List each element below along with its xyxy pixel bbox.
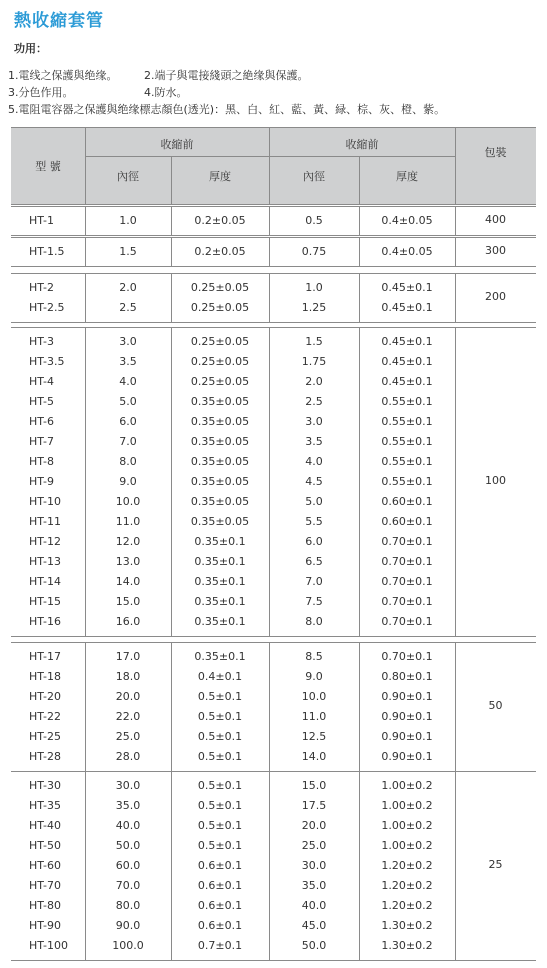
table-row — [11, 747, 536, 767]
cell-model: HT-3 — [29, 335, 54, 348]
uses-line-3: 5.電阻電容器之保護與绝缘標志顏色(透光)：黑、白、紅、藍、黃、緑、棕、灰、橙、紫。 — [8, 103, 446, 116]
page-title: 熱收縮套管 — [14, 11, 104, 31]
cell-thickness-after: 0.90±0.1 — [381, 710, 433, 723]
table-row — [11, 412, 536, 432]
table-group — [11, 771, 536, 961]
table-row — [11, 836, 536, 856]
cell-inner-diameter-before: 11.0 — [115, 515, 141, 528]
uses-line-2 — [8, 84, 188, 100]
cell-inner-diameter-after: 1.75 — [301, 355, 327, 368]
cell-thickness-before: 0.35±0.1 — [194, 615, 246, 628]
cell-thickness-after: 0.45±0.1 — [381, 335, 433, 348]
cell-model: HT-50 — [29, 839, 61, 852]
cell-thickness-before: 0.5±0.1 — [197, 839, 243, 852]
cell-thickness-after: 0.70±0.1 — [381, 535, 433, 548]
cell-pack: 200 — [485, 290, 506, 303]
cell-inner-diameter-after: 2.5 — [305, 395, 323, 408]
cell-thickness-after: 0.45±0.1 — [381, 281, 433, 294]
cell-inner-diameter-after: 10.0 — [301, 690, 327, 703]
table-row — [11, 816, 536, 836]
cell-thickness-before: 0.25±0.05 — [190, 281, 250, 294]
cell-thickness-after: 1.20±0.2 — [381, 859, 433, 872]
cell-inner-diameter-after: 5.0 — [305, 495, 323, 508]
cell-thickness-before: 0.35±0.1 — [194, 650, 246, 663]
cell-thickness-after: 0.80±0.1 — [381, 670, 433, 683]
cell-thickness-before: 0.35±0.1 — [194, 535, 246, 548]
table-row — [11, 352, 536, 372]
table-row — [11, 332, 536, 352]
cell-model: HT-3.5 — [29, 355, 65, 368]
table-row — [11, 372, 536, 392]
cell-inner-diameter-after: 45.0 — [301, 919, 327, 932]
use-item-3: 3.分色作用。 — [8, 86, 74, 99]
uses-line-1 — [8, 67, 309, 83]
cell-inner-diameter-before: 18.0 — [115, 670, 141, 683]
cell-thickness-after: 0.70±0.1 — [381, 650, 433, 663]
cell-thickness-before: 0.35±0.1 — [194, 555, 246, 568]
cell-inner-diameter-before: 1.5 — [119, 245, 137, 258]
table-header — [11, 127, 536, 205]
cell-thickness-before: 0.5±0.1 — [197, 779, 243, 792]
cell-model: HT-2.5 — [29, 301, 65, 314]
table-row — [11, 592, 536, 612]
table-row — [11, 432, 536, 452]
table-row — [11, 727, 536, 747]
cell-inner-diameter-after: 40.0 — [301, 899, 327, 912]
cell-inner-diameter-before: 9.0 — [119, 475, 137, 488]
table-row — [11, 896, 536, 916]
cell-thickness-before: 0.6±0.1 — [197, 919, 243, 932]
cell-pack: 400 — [485, 213, 506, 226]
cell-inner-diameter-after: 2.0 — [305, 375, 323, 388]
cell-inner-diameter-before: 8.0 — [119, 455, 137, 468]
cell-thickness-before: 0.5±0.1 — [197, 819, 243, 832]
cell-thickness-before: 0.6±0.1 — [197, 879, 243, 892]
header-pack: 包裝 — [484, 146, 507, 159]
cell-inner-diameter-before: 20.0 — [115, 690, 141, 703]
cell-inner-diameter-after: 4.0 — [305, 455, 323, 468]
cell-inner-diameter-after: 15.0 — [301, 779, 327, 792]
header-inner-diameter-1: 內徑 — [117, 170, 139, 183]
cell-inner-diameter-after: 7.0 — [305, 575, 323, 588]
table-row — [11, 512, 536, 532]
header-inner-diameter-2: 內徑 — [303, 170, 325, 183]
cell-inner-diameter-before: 40.0 — [115, 819, 141, 832]
cell-thickness-before: 0.5±0.1 — [197, 799, 243, 812]
cell-model: HT-9 — [29, 475, 54, 488]
cell-pack: 300 — [485, 244, 506, 257]
cell-inner-diameter-after: 0.5 — [305, 214, 323, 227]
cell-inner-diameter-before: 10.0 — [115, 495, 141, 508]
cell-thickness-after: 0.70±0.1 — [381, 575, 433, 588]
table-row — [11, 452, 536, 472]
cell-inner-diameter-after: 9.0 — [305, 670, 323, 683]
table-group — [11, 327, 536, 637]
table-row — [11, 936, 536, 956]
cell-model: HT-70 — [29, 879, 61, 892]
cell-thickness-after: 0.70±0.1 — [381, 555, 433, 568]
use-item-4: 4.防水。 — [144, 86, 188, 99]
cell-thickness-after: 0.55±0.1 — [381, 395, 433, 408]
cell-thickness-after: 0.90±0.1 — [381, 730, 433, 743]
table-row — [11, 532, 536, 552]
table-row — [11, 552, 536, 572]
cell-thickness-before: 0.35±0.05 — [190, 515, 250, 528]
cell-inner-diameter-after: 35.0 — [301, 879, 327, 892]
cell-pack: 50 — [488, 699, 503, 712]
cell-model: HT-5 — [29, 395, 54, 408]
cell-model: HT-15 — [29, 595, 61, 608]
cell-inner-diameter-before: 7.0 — [119, 435, 137, 448]
use-item-2: 2.端子與電接綫頭之絶缘與保護。 — [144, 69, 309, 82]
cell-inner-diameter-before: 100.0 — [112, 939, 144, 952]
cell-inner-diameter-before: 28.0 — [115, 750, 141, 763]
table-row — [11, 492, 536, 512]
cell-thickness-before: 0.35±0.05 — [190, 455, 250, 468]
cell-thickness-after: 0.55±0.1 — [381, 455, 433, 468]
cell-thickness-before: 0.6±0.1 — [197, 899, 243, 912]
cell-inner-diameter-before: 4.0 — [119, 375, 137, 388]
table-row — [11, 876, 536, 896]
cell-inner-diameter-after: 3.5 — [305, 435, 323, 448]
cell-inner-diameter-before: 3.0 — [119, 335, 137, 348]
uses-heading: 功用： — [14, 42, 47, 55]
cell-inner-diameter-after: 12.5 — [301, 730, 327, 743]
cell-thickness-after: 0.55±0.1 — [381, 475, 433, 488]
cell-inner-diameter-before: 5.0 — [119, 395, 137, 408]
cell-model: HT-28 — [29, 750, 61, 763]
cell-thickness-before: 0.35±0.1 — [194, 575, 246, 588]
cell-model: HT-11 — [29, 515, 61, 528]
table-row — [11, 647, 536, 667]
cell-inner-diameter-before: 30.0 — [115, 779, 141, 792]
cell-thickness-before: 0.35±0.05 — [190, 475, 250, 488]
cell-inner-diameter-before: 3.5 — [119, 355, 137, 368]
cell-model: HT-100 — [29, 939, 68, 952]
table-group — [11, 237, 536, 267]
cell-pack: 25 — [488, 858, 503, 871]
cell-model: HT-25 — [29, 730, 61, 743]
cell-thickness-after: 0.45±0.1 — [381, 375, 433, 388]
cell-thickness-after: 0.60±0.1 — [381, 495, 433, 508]
cell-model: HT-16 — [29, 615, 61, 628]
cell-thickness-before: 0.5±0.1 — [197, 730, 243, 743]
cell-inner-diameter-after: 14.0 — [301, 750, 327, 763]
cell-model: HT-13 — [29, 555, 61, 568]
cell-model: HT-14 — [29, 575, 61, 588]
cell-inner-diameter-after: 1.5 — [305, 335, 323, 348]
cell-model: HT-22 — [29, 710, 61, 723]
cell-model: HT-1.5 — [29, 245, 65, 258]
cell-model: HT-10 — [29, 495, 61, 508]
cell-inner-diameter-after: 17.5 — [301, 799, 327, 812]
cell-inner-diameter-before: 14.0 — [115, 575, 141, 588]
table-row — [11, 667, 536, 687]
table-row — [11, 916, 536, 936]
cell-inner-diameter-before: 6.0 — [119, 415, 137, 428]
cell-thickness-after: 1.30±0.2 — [381, 919, 433, 932]
cell-model: HT-40 — [29, 819, 61, 832]
cell-inner-diameter-after: 8.0 — [305, 615, 323, 628]
cell-inner-diameter-before: 2.0 — [119, 281, 137, 294]
cell-inner-diameter-after: 3.0 — [305, 415, 323, 428]
cell-inner-diameter-before: 25.0 — [115, 730, 141, 743]
cell-thickness-after: 0.90±0.1 — [381, 690, 433, 703]
cell-inner-diameter-before: 15.0 — [115, 595, 141, 608]
cell-inner-diameter-before: 60.0 — [115, 859, 141, 872]
cell-inner-diameter-after: 0.75 — [301, 245, 327, 258]
cell-inner-diameter-after: 30.0 — [301, 859, 327, 872]
cell-model: HT-35 — [29, 799, 61, 812]
header-thickness-1: 厚度 — [209, 170, 231, 183]
cell-thickness-after: 0.4±0.05 — [381, 214, 433, 227]
cell-inner-diameter-after: 11.0 — [301, 710, 327, 723]
cell-model: HT-17 — [29, 650, 61, 663]
cell-thickness-before: 0.5±0.1 — [197, 690, 243, 703]
cell-thickness-after: 0.55±0.1 — [381, 435, 433, 448]
cell-model: HT-6 — [29, 415, 54, 428]
cell-thickness-after: 1.20±0.2 — [381, 879, 433, 892]
cell-thickness-after: 0.60±0.1 — [381, 515, 433, 528]
cell-inner-diameter-before: 13.0 — [115, 555, 141, 568]
spec-table-header — [11, 127, 536, 205]
cell-thickness-before: 0.25±0.05 — [190, 335, 250, 348]
cell-inner-diameter-before: 50.0 — [115, 839, 141, 852]
cell-model: HT-20 — [29, 690, 61, 703]
table-row — [11, 612, 536, 632]
table-group — [11, 273, 536, 323]
cell-model: HT-60 — [29, 859, 61, 872]
cell-inner-diameter-after: 4.5 — [305, 475, 323, 488]
cell-thickness-after: 0.90±0.1 — [381, 750, 433, 763]
cell-thickness-after: 1.00±0.2 — [381, 819, 433, 832]
cell-model: HT-7 — [29, 435, 54, 448]
cell-model: HT-8 — [29, 455, 54, 468]
cell-thickness-after: 0.70±0.1 — [381, 615, 433, 628]
cell-model: HT-1 — [29, 214, 54, 227]
header-model: 型 號 — [35, 160, 61, 173]
cell-thickness-before: 0.35±0.05 — [190, 435, 250, 448]
cell-thickness-before: 0.35±0.05 — [190, 395, 250, 408]
cell-thickness-after: 0.70±0.1 — [381, 595, 433, 608]
cell-thickness-before: 0.7±0.1 — [197, 939, 243, 952]
cell-inner-diameter-after: 20.0 — [301, 819, 327, 832]
cell-thickness-before: 0.25±0.05 — [190, 355, 250, 368]
cell-inner-diameter-before: 35.0 — [115, 799, 141, 812]
cell-thickness-after: 0.4±0.05 — [381, 245, 433, 258]
cell-inner-diameter-before: 16.0 — [115, 615, 141, 628]
table-row — [11, 572, 536, 592]
cell-model: HT-4 — [29, 375, 54, 388]
cell-model: HT-80 — [29, 899, 61, 912]
header-before-1: 收縮前 — [160, 138, 194, 151]
cell-model: HT-90 — [29, 919, 61, 932]
cell-thickness-after: 0.45±0.1 — [381, 301, 433, 314]
cell-inner-diameter-before: 2.5 — [119, 301, 137, 314]
cell-thickness-after: 0.45±0.1 — [381, 355, 433, 368]
cell-thickness-before: 0.4±0.1 — [197, 670, 243, 683]
cell-thickness-before: 0.25±0.05 — [190, 301, 250, 314]
cell-thickness-before: 0.2±0.05 — [194, 245, 246, 258]
cell-thickness-before: 0.5±0.1 — [197, 750, 243, 763]
table-row — [11, 796, 536, 816]
cell-inner-diameter-before: 17.0 — [115, 650, 141, 663]
cell-thickness-after: 0.55±0.1 — [381, 415, 433, 428]
cell-model: HT-12 — [29, 535, 61, 548]
use-item-1: 1.電线之保護與绝缘。 — [8, 69, 118, 82]
header-thickness-2: 厚度 — [396, 170, 418, 183]
cell-inner-diameter-after: 1.0 — [305, 281, 323, 294]
cell-inner-diameter-before: 12.0 — [115, 535, 141, 548]
table-group — [11, 642, 536, 772]
cell-inner-diameter-after: 6.5 — [305, 555, 323, 568]
cell-thickness-before: 0.6±0.1 — [197, 859, 243, 872]
cell-inner-diameter-after: 8.5 — [305, 650, 323, 663]
cell-inner-diameter-before: 1.0 — [119, 214, 137, 227]
cell-inner-diameter-after: 25.0 — [301, 839, 327, 852]
cell-model: HT-2 — [29, 281, 54, 294]
cell-inner-diameter-after: 1.25 — [301, 301, 327, 314]
cell-thickness-before: 0.35±0.05 — [190, 495, 250, 508]
cell-thickness-after: 1.00±0.2 — [381, 779, 433, 792]
cell-thickness-before: 0.35±0.1 — [194, 595, 246, 608]
cell-inner-diameter-after: 5.5 — [305, 515, 323, 528]
cell-thickness-before: 0.35±0.05 — [190, 415, 250, 428]
cell-thickness-before: 0.25±0.05 — [190, 375, 250, 388]
cell-inner-diameter-after: 7.5 — [305, 595, 323, 608]
cell-inner-diameter-before: 22.0 — [115, 710, 141, 723]
cell-thickness-after: 1.00±0.2 — [381, 799, 433, 812]
header-before-2: 收縮前 — [345, 138, 379, 151]
cell-inner-diameter-before: 80.0 — [115, 899, 141, 912]
cell-inner-diameter-before: 90.0 — [115, 919, 141, 932]
cell-inner-diameter-after: 6.0 — [305, 535, 323, 548]
cell-model: HT-18 — [29, 670, 61, 683]
table-row — [11, 392, 536, 412]
cell-thickness-after: 1.30±0.2 — [381, 939, 433, 952]
table-group — [11, 206, 536, 236]
cell-inner-diameter-after: 50.0 — [301, 939, 327, 952]
cell-thickness-after: 1.00±0.2 — [381, 839, 433, 852]
cell-pack: 100 — [485, 474, 506, 487]
cell-thickness-after: 1.20±0.2 — [381, 899, 433, 912]
cell-thickness-before: 0.5±0.1 — [197, 710, 243, 723]
cell-inner-diameter-before: 70.0 — [115, 879, 141, 892]
cell-thickness-before: 0.2±0.05 — [194, 214, 246, 227]
table-row — [11, 776, 536, 796]
cell-model: HT-30 — [29, 779, 61, 792]
